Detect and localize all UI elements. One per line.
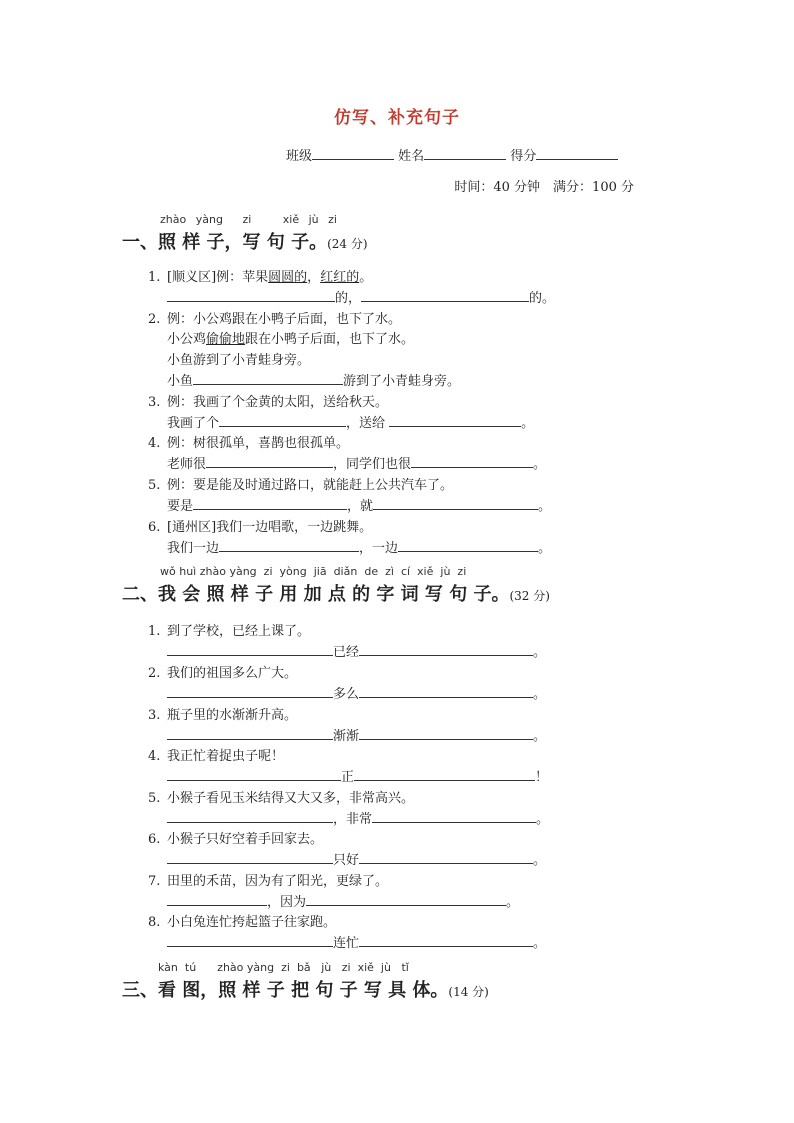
- answer-blank[interactable]: [219, 538, 359, 552]
- s2-q7-answer: ，因为 。: [167, 891, 519, 910]
- s2-q8: 8. 小白兔连忙挎起篮子往家跑。: [148, 915, 337, 930]
- s2-q1: 1. 到了学校，已经上课了。: [148, 624, 311, 639]
- answer-blank[interactable]: [167, 809, 333, 823]
- answer-blank[interactable]: [359, 850, 533, 864]
- answer-blank[interactable]: [219, 413, 346, 427]
- answer-blank[interactable]: [167, 933, 333, 947]
- s1-q6: 6. [通州区]我们一边唱歌，一边跳舞。: [148, 520, 373, 535]
- answer-blank[interactable]: [411, 454, 533, 468]
- answer-blank[interactable]: [167, 726, 333, 740]
- s2-q3-answer: 渐渐 。: [167, 725, 546, 744]
- answer-blank[interactable]: [167, 850, 333, 864]
- s2-q6-answer: 只好 。: [167, 849, 546, 868]
- answer-blank[interactable]: [167, 684, 333, 698]
- answer-blank[interactable]: [359, 642, 533, 656]
- answer-blank[interactable]: [167, 892, 267, 906]
- s1-q4-answer: 老师很 ，同学们也很 。: [167, 453, 546, 472]
- s1-q5: 5. 例：要是能及时通过路口，就能赶上公共汽车了。: [148, 478, 454, 493]
- answer-blank[interactable]: [359, 726, 533, 740]
- answer-blank[interactable]: [206, 454, 333, 468]
- s1-q4: 4. 例：树很孤单，喜鹊也很孤单。: [148, 436, 350, 451]
- s2-q4-answer: 正 ！: [167, 766, 548, 785]
- answer-blank[interactable]: [372, 809, 536, 823]
- name-label: 姓名: [398, 149, 425, 164]
- answer-blank[interactable]: [306, 892, 506, 906]
- answer-blank[interactable]: [398, 538, 538, 552]
- s1-q2-answer: 小鱼 游到了小青蛙身旁。: [167, 370, 460, 389]
- section1-heading: 一、照 样 子，写 句 子。(24 分): [122, 232, 368, 253]
- answer-blank[interactable]: [193, 371, 343, 385]
- answer-blank[interactable]: [359, 684, 533, 698]
- s1-q2-line3: 小鱼游到了小青蛙身旁。: [167, 353, 311, 368]
- section1-pinyin: zhào yàng zi xiě jù zi: [160, 213, 337, 226]
- answer-blank[interactable]: [167, 642, 333, 656]
- time-info: 时间：40 分钟 满分：100 分: [454, 180, 634, 195]
- answer-blank[interactable]: [389, 413, 521, 427]
- s2-q5-answer: ，非常 。: [167, 808, 549, 827]
- s2-q8-answer: 连忙 。: [167, 932, 546, 951]
- s2-q2: 2. 我们的祖国多么广大。: [148, 666, 298, 681]
- section3-heading: 三、看 图，照 样 子 把 句 子 写 具 体。(14 分): [122, 980, 489, 1001]
- answer-blank[interactable]: [359, 933, 533, 947]
- s1-q3-answer: 我画了个 ，送给 。: [167, 412, 534, 431]
- s2-q3: 3. 瓶子里的水渐渐升高。: [148, 708, 298, 723]
- s1-q2-example: 小公鸡偷偷地跟在小鸭子后面，也下了水。: [167, 332, 415, 347]
- answer-blank[interactable]: [167, 288, 335, 302]
- answer-blank[interactable]: [354, 767, 535, 781]
- s2-q7: 7. 田里的禾苗，因为有了阳光，更绿了。: [148, 874, 389, 889]
- s1-q2: 2. 例：小公鸡跟在小鸭子后面，也下了水。: [148, 312, 402, 327]
- answer-blank[interactable]: [373, 496, 538, 510]
- s1-q1-answer: 的， 的。: [167, 287, 555, 306]
- s1-q3: 3. 例：我画了个金黄的太阳，送给秋天。: [148, 395, 389, 410]
- page-title: 仿写、补充句子: [334, 108, 460, 128]
- section2-pinyin: wǒ huì zhào yàng zi yòng jiā diǎn de zì cí xiě jù zi: [160, 565, 467, 578]
- s1-q1: 1. [顺义区]例：苹果圆圆的，红红的。: [148, 270, 373, 285]
- class-field[interactable]: [312, 146, 394, 160]
- answer-blank[interactable]: [193, 496, 347, 510]
- s1-q6-answer: 我们一边 ，一边 。: [167, 537, 551, 556]
- s2-q1-answer: 已经 。: [167, 641, 546, 660]
- student-info-line: [286, 145, 618, 164]
- section2-heading: 二、我 会 照 样 子 用 加 点 的 字 词 写 句 子。(32 分): [122, 584, 550, 605]
- s2-q2-answer: 多么 。: [167, 683, 546, 702]
- section3-pinyin: kàn tú zhào yàng zi bǎ jù zi xiě jù tǐ: [158, 961, 409, 974]
- s2-q6: 6. 小猴子只好空着手回家去。: [148, 832, 324, 847]
- name-field[interactable]: [424, 146, 506, 160]
- class-label: 班级: [286, 149, 313, 164]
- answer-blank[interactable]: [167, 767, 341, 781]
- s2-q4: 4. 我正忙着捉虫子呢！: [148, 749, 285, 764]
- score-field[interactable]: [536, 146, 618, 160]
- s1-q5-answer: 要是 ，就 。: [167, 495, 551, 514]
- answer-blank[interactable]: [361, 288, 529, 302]
- score-label: 得分: [510, 149, 537, 164]
- s2-q5: 5. 小猴子看见玉米结得又大又多，非常高兴。: [148, 791, 415, 806]
